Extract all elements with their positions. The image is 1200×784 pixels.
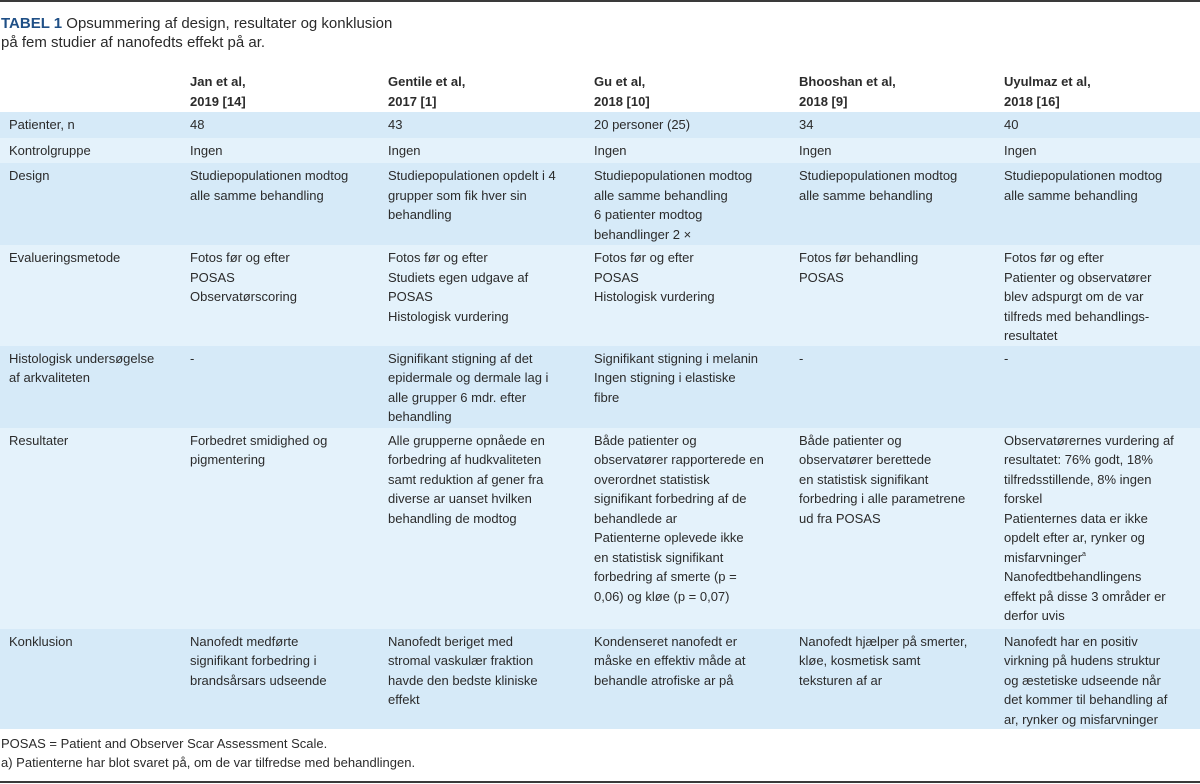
table-body [0, 112, 1200, 729]
column-header-gu [585, 72, 790, 112]
caption-line-1: Opsummering af design, resultater og konklusion [66, 15, 393, 32]
cell-text: ud fra POSAS [799, 510, 881, 526]
cell-text: Fotos før og efter [1004, 250, 1104, 265]
table-cell [995, 428, 1200, 629]
table-row-design [0, 163, 1200, 245]
cell-text: virkning på hudens struktur [1004, 653, 1161, 668]
table-cell [181, 346, 379, 428]
cell-text: alle samme behandling [594, 187, 728, 203]
footnotes [1, 734, 415, 772]
table-cell [790, 138, 995, 163]
column-header-year: 2017 [1] [388, 93, 437, 109]
cell-line [388, 166, 585, 186]
cell-text: Patienternes data er ikke [1004, 510, 1148, 526]
cell-text: signifikant forbedring af de [594, 491, 747, 506]
cell-line [799, 651, 995, 671]
cell-text: pigmentering [190, 452, 266, 467]
column-header-gentile [379, 72, 585, 112]
cell-text: POSAS [799, 269, 844, 285]
cell-line [1004, 450, 1200, 470]
row-label-line: Evalueringsmetode [9, 250, 121, 265]
cell-text: observatører berettede [799, 452, 932, 467]
table-cell [790, 112, 995, 138]
cell-line [799, 470, 995, 490]
row-label-line: Patienter, n [9, 117, 75, 132]
cell-text: Signifikant stigning i melanin [594, 350, 759, 366]
cell-text: kløe, kosmetisk samt [799, 653, 921, 668]
cell-text: resultatet: 76% godt, 18% [1004, 452, 1153, 467]
table-cell [181, 245, 379, 346]
cell-line [799, 248, 995, 268]
cell-text: Patienterne oplevede ikke [594, 530, 744, 545]
cell-line [190, 268, 379, 288]
cell-text: teksturen af ar [799, 672, 883, 688]
cell-text: forbedring af hudkvaliteten [388, 452, 542, 467]
table-cell [585, 138, 790, 163]
cell-text: Ingen [388, 143, 421, 158]
cell-line [190, 431, 379, 451]
column-header-year: 2018 [9] [799, 93, 848, 109]
cell-line [388, 450, 585, 470]
cell-text: grupper som fik hver sin [388, 187, 527, 203]
column-header-author: Bhooshan et al, [799, 74, 896, 89]
cell-text: behandling [388, 409, 452, 424]
cell-line [594, 186, 790, 206]
cell-text: - [1004, 350, 1009, 366]
table-cell [995, 163, 1200, 245]
cell-text: behandling [388, 207, 452, 222]
cell-line [388, 509, 585, 529]
cell-text: Nanofedt medførte [190, 633, 299, 649]
row-label [0, 112, 181, 138]
table-cell [995, 629, 1200, 730]
cell-line [1004, 690, 1200, 710]
cell-line [594, 470, 790, 490]
cell-text: Fotos før og efter [594, 250, 694, 265]
cell-text: Ingen stigning i elastiske [594, 370, 736, 385]
cell-line [594, 567, 790, 587]
cell-line [1004, 268, 1200, 288]
cell-text: Nanofedt hjælper på smerter, [799, 633, 968, 649]
cell-text: alle grupper 6 mdr. efter [388, 389, 527, 405]
cell-line [799, 671, 995, 691]
cell-line [594, 287, 790, 307]
table-cell [995, 112, 1200, 138]
cell-text: Ingen [799, 143, 832, 158]
cell-line [1004, 710, 1200, 730]
row-label [0, 346, 181, 428]
footnote-marker: a [1082, 550, 1086, 558]
cell-text: Både patienter og [799, 432, 902, 448]
row-label-line: Histologisk undersøgelse [9, 350, 155, 366]
cell-line [190, 141, 379, 161]
table-row-konklusion [0, 629, 1200, 730]
cell-text: Signifikant stigning af det [388, 350, 533, 366]
cell-line [594, 548, 790, 568]
table-cell [379, 138, 585, 163]
row-label-line: af arkvaliteten [9, 370, 90, 385]
cell-text: 34 [799, 117, 814, 132]
cell-text: tilfreds med behandlings- [1004, 308, 1150, 324]
cell-line [1004, 587, 1200, 607]
cell-line [1004, 489, 1200, 509]
row-label [0, 428, 181, 629]
cell-line [388, 690, 585, 710]
cell-text: effekt [388, 692, 420, 707]
cell-line [190, 651, 379, 671]
caption-line-2: på fem studier af nanofedts effekt på ar. [1, 34, 266, 51]
cell-text: POSAS [594, 269, 639, 285]
table-row-kontrolgruppe [0, 138, 1200, 163]
cell-line [190, 632, 379, 652]
table-cell [181, 138, 379, 163]
table-cell [181, 428, 379, 629]
cell-line [190, 115, 379, 135]
cell-line [1004, 186, 1200, 206]
table-cell [790, 163, 995, 245]
cell-line [388, 651, 585, 671]
cell-line [1004, 651, 1200, 671]
cell-text: alle samme behandling [799, 187, 933, 203]
cell-text: behandlinger 2 × [594, 226, 692, 242]
top-rule [0, 0, 1200, 2]
row-label [0, 138, 181, 163]
cell-text: epidermale og dermale lag i [388, 370, 549, 385]
table-cell [379, 163, 585, 245]
cell-line [799, 450, 995, 470]
footnote-posas: POSAS = Patient and Observer Scar Assessment Scale. [1, 736, 328, 751]
cell-line [1004, 567, 1200, 587]
cell-text: derfor uvis [1004, 608, 1065, 623]
cell-line [799, 431, 995, 451]
cell-text: overordnet statistisk [594, 471, 710, 487]
cell-line [594, 509, 790, 529]
cell-text: havde den bedste kliniske [388, 672, 538, 688]
cell-line [1004, 632, 1200, 652]
cell-text: 0,06) og kløe (p = 0,07) [594, 588, 730, 604]
cell-line [594, 431, 790, 451]
cell-text: Histologisk vurdering [594, 289, 715, 304]
table-cell [585, 163, 790, 245]
table-cell [379, 112, 585, 138]
cell-text: Studiepopulationen modtog [1004, 168, 1163, 183]
table-cell [790, 346, 995, 428]
cell-line [388, 186, 585, 206]
bottom-rule [0, 781, 1200, 783]
cell-text: måske en effektiv måde at [594, 653, 746, 668]
cell-text: behandle atrofiske ar på [594, 672, 734, 688]
cell-line [594, 141, 790, 161]
cell-line [799, 349, 995, 369]
cell-line [594, 248, 790, 268]
cell-text: POSAS [388, 289, 433, 304]
table-cell [790, 428, 995, 629]
cell-line [799, 141, 995, 161]
cell-text: Fotos før og efter [190, 250, 290, 265]
cell-text: 40 [1004, 117, 1019, 132]
cell-text: fibre [594, 389, 620, 405]
table-cell [790, 245, 995, 346]
table-cell [181, 629, 379, 730]
cell-text: brandsårsars udseende [190, 672, 327, 688]
cell-line [1004, 470, 1200, 490]
cell-text: Kondenseret nanofedt er [594, 633, 738, 649]
cell-line [1004, 528, 1200, 548]
cell-text: behandlede ar [594, 510, 678, 526]
cell-line [1004, 671, 1200, 691]
cell-line [594, 388, 790, 408]
cell-line [1004, 326, 1200, 346]
header-empty [0, 72, 181, 112]
header-row [0, 72, 1200, 112]
cell-text: signifikant forbedring i [190, 653, 317, 668]
cell-text: Studiepopulationen opdelt i 4 [388, 168, 556, 183]
cell-line [594, 450, 790, 470]
cell-line [1004, 141, 1200, 161]
cell-text: forbedring i alle parametrene [799, 491, 966, 506]
table-cell [379, 428, 585, 629]
cell-line [799, 489, 995, 509]
table-caption [1, 14, 561, 52]
cell-line [799, 632, 995, 652]
cell-line [190, 248, 379, 268]
cell-line [388, 470, 585, 490]
table-cell [585, 629, 790, 730]
cell-text: Fotos før behandling [799, 250, 919, 265]
cell-text: diverse ar uanset hvilken [388, 491, 532, 506]
cell-line [388, 268, 585, 288]
cell-text: alle samme behandling [1004, 187, 1138, 203]
cell-text: Forbedret smidighed og [190, 432, 328, 448]
summary-table [0, 72, 1200, 729]
cell-text: det kommer til behandling af [1004, 692, 1168, 707]
cell-text: misfarvninger [1004, 549, 1083, 565]
cell-line [594, 205, 790, 225]
row-label [0, 163, 181, 245]
cell-line [190, 166, 379, 186]
cell-text: Observatørscoring [190, 289, 297, 304]
cell-line [388, 287, 585, 307]
table-row-evalueringsmetode [0, 245, 1200, 346]
cell-text: - [190, 350, 195, 366]
cell-line [388, 248, 585, 268]
cell-text: opdelt efter ar, rynker og [1004, 530, 1145, 545]
cell-line [1004, 115, 1200, 135]
cell-line [594, 115, 790, 135]
cell-text: Nanofedt beriget med [388, 633, 514, 649]
cell-text: Fotos før og efter [388, 250, 488, 265]
cell-text: Studiets egen udgave af [388, 269, 529, 285]
cell-line [388, 307, 585, 327]
footnote-a: a) Patienterne har blot svaret på, om de var tilfredse med behandlingen. [1, 755, 416, 770]
cell-line [594, 671, 790, 691]
cell-line [594, 268, 790, 288]
table-cell [181, 163, 379, 245]
table-cell [585, 112, 790, 138]
table-cell [995, 346, 1200, 428]
column-header-author: Jan et al, [190, 74, 246, 89]
cell-text: POSAS [190, 269, 235, 285]
cell-line [1004, 248, 1200, 268]
cell-line [799, 115, 995, 135]
table-number: TABEL 1 [1, 15, 63, 32]
cell-line [799, 166, 995, 186]
cell-text: stromal vaskulær fraktion [388, 653, 534, 668]
cell-text: forskel [1004, 491, 1043, 506]
cell-text: Ingen [594, 143, 627, 158]
cell-text: effekt på disse 3 områder er [1004, 588, 1166, 604]
table-cell [181, 112, 379, 138]
table-cell [585, 428, 790, 629]
table-cell [995, 245, 1200, 346]
cell-line [799, 268, 995, 288]
row-label [0, 245, 181, 346]
table-row-histologisk [0, 346, 1200, 428]
cell-line [388, 141, 585, 161]
cell-text: 6 patienter modtog [594, 207, 703, 222]
column-header-author: Uyulmaz et al, [1004, 74, 1091, 89]
cell-line [594, 225, 790, 245]
column-header-year: 2018 [10] [594, 93, 650, 109]
cell-line [594, 166, 790, 186]
column-header-author: Gu et al, [594, 74, 646, 89]
cell-text: alle samme behandling [190, 187, 324, 203]
cell-text: 43 [388, 117, 403, 132]
cell-line [594, 651, 790, 671]
table-cell [995, 138, 1200, 163]
cell-text: en statistisk signifikant [594, 549, 724, 565]
row-label-line: Kontrolgruppe [9, 143, 91, 158]
cell-text: Nanofedt har en positiv [1004, 633, 1138, 649]
cell-text: og æstetiske udseende når [1004, 672, 1161, 688]
cell-line [1004, 431, 1200, 451]
table-cell [585, 245, 790, 346]
cell-text: blev adspurgt om de var [1004, 289, 1144, 304]
cell-line [594, 489, 790, 509]
cell-text: Både patienter og [594, 432, 697, 448]
cell-line [190, 671, 379, 691]
cell-line [1004, 509, 1200, 529]
cell-line [388, 115, 585, 135]
cell-text: Histologisk vurdering [388, 308, 509, 324]
cell-line [388, 205, 585, 225]
cell-text: Observatørernes vurdering af [1004, 432, 1174, 448]
cell-line [799, 186, 995, 206]
cell-line [594, 632, 790, 652]
cell-line [799, 509, 995, 529]
cell-line [388, 368, 585, 388]
cell-text: behandling de modtog [388, 510, 517, 526]
column-header-year: 2019 [14] [190, 93, 246, 109]
table-row-resultater [0, 428, 1200, 629]
cell-text: 48 [190, 117, 205, 132]
table-cell [379, 245, 585, 346]
cell-text: 20 personer (25) [594, 117, 691, 132]
cell-line [190, 287, 379, 307]
cell-line [1004, 166, 1200, 186]
cell-line [190, 349, 379, 369]
cell-text: ar, rynker og misfarvninger [1004, 711, 1158, 727]
row-label-line: Konklusion [9, 633, 73, 649]
cell-line [388, 671, 585, 691]
table-cell [379, 346, 585, 428]
cell-line [1004, 606, 1200, 626]
cell-line [388, 431, 585, 451]
cell-line [388, 632, 585, 652]
table-row-patienter [0, 112, 1200, 138]
cell-line [594, 528, 790, 548]
cell-text: resultatet [1004, 328, 1058, 343]
table-cell [585, 346, 790, 428]
column-header-bhooshan [790, 72, 995, 112]
cell-text: Patienter og observatører [1004, 269, 1152, 285]
cell-line [594, 587, 790, 607]
cell-line [594, 368, 790, 388]
cell-text: Nanofedtbehandlingens [1004, 569, 1142, 584]
cell-line [1004, 349, 1200, 369]
cell-text: en statistisk signifikant [799, 471, 929, 487]
cell-line [594, 349, 790, 369]
table-cell [790, 629, 995, 730]
row-label-line: Design [9, 168, 50, 183]
cell-text: tilfredsstillende, 8% ingen [1004, 471, 1152, 487]
row-label [0, 629, 181, 730]
cell-text: samt reduktion af gener fra [388, 471, 544, 487]
cell-line [1004, 287, 1200, 307]
cell-line [190, 450, 379, 470]
column-header-author: Gentile et al, [388, 74, 466, 89]
cell-line [388, 349, 585, 369]
cell-line [388, 407, 585, 427]
cell-text: forbedring af smerte (p = [594, 569, 737, 584]
cell-line [388, 388, 585, 408]
cell-text: Studiepopulationen modtog [594, 168, 753, 183]
cell-text: Ingen [1004, 143, 1037, 158]
cell-line [388, 489, 585, 509]
cell-line [190, 186, 379, 206]
cell-text: observatører rapporterede en [594, 452, 764, 467]
cell-text: Alle grupperne opnåede en [388, 432, 545, 448]
cell-line [1004, 548, 1200, 568]
cell-text: Ingen [190, 143, 223, 158]
column-header-uyulmaz [995, 72, 1200, 112]
cell-text: - [799, 350, 804, 366]
cell-text: Studiepopulationen modtog [190, 168, 349, 183]
column-header-year: 2018 [16] [1004, 93, 1060, 109]
row-label-line: Resultater [9, 432, 69, 448]
column-header-jan [181, 72, 379, 112]
cell-line [1004, 307, 1200, 327]
table-cell [379, 629, 585, 730]
cell-text: Studiepopulationen modtog [799, 168, 958, 183]
